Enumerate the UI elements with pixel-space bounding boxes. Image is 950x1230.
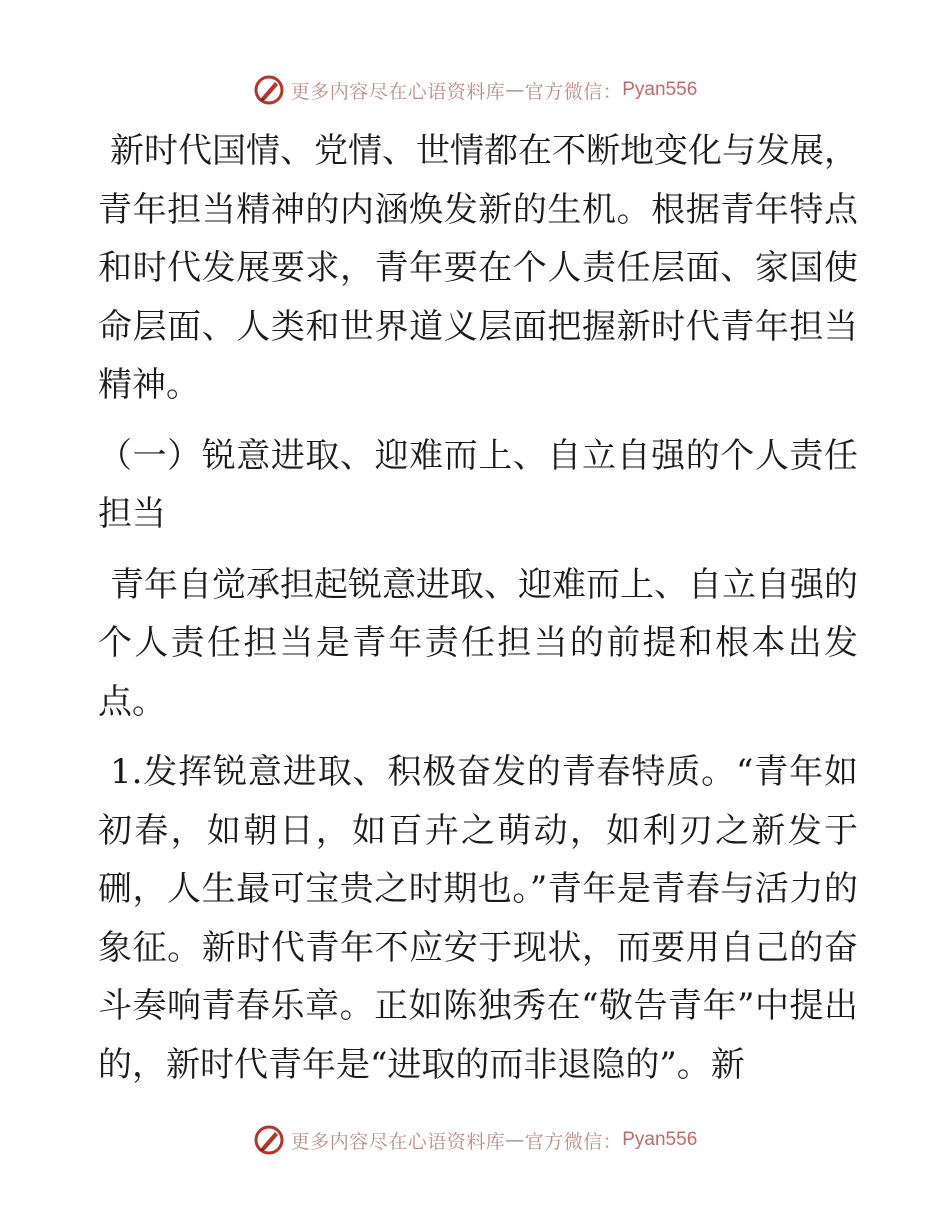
paragraph-intro: 新时代国情、党情、世情都在不断地变化与发展，青年担当精神的内涵焕发新的生机。根据青年特点和时代发展要求，青年要在个人责任层面、家国使命层面、人类和世界道义层面把握新时代青年担当精神。 [98,131,858,405]
watermark-separator: — [505,1129,525,1151]
watermark-text: 更多内容尽在心语资料库 [290,80,506,103]
document-body [98,122,858,1094]
watermark-separator: — [505,79,525,101]
pen-logo-icon [253,1124,285,1156]
paragraph-premise: 青年自觉承担起锐意进取、迎难而上、自立自强的个人责任担当是青年责任担当的前提和根本出发点。 [98,564,858,722]
watermark-suffix: 官方微信： [524,80,623,103]
watermark-account: Pyan556 [622,79,698,100]
pen-logo-icon [253,74,285,106]
watermark-account: Pyan556 [622,1129,698,1150]
footer-watermark [0,1118,950,1162]
section-heading: （一）锐意进取、迎难而上、自立自强的个人责任担当 [98,435,858,534]
watermark-suffix: 官方微信： [524,1130,623,1153]
paragraph-point-1: 1.发挥锐意进取、积极奋发的青春特质。“青年如初春，如朝日，如百卉之萌动，如利刃之新发于硎，人生最可宝贵之时期也。”青年是青春与活力的象征。新时代青年不应安于现状，而要用自己的奋斗奏响青春乐章。正如陈独秀在“敬告青年”中提出的，新时代青年是“进取的而非退隐的”。新 [98,752,858,1085]
watermark-text: 更多内容尽在心语资料库 [290,1130,506,1153]
header-watermark [0,68,950,112]
